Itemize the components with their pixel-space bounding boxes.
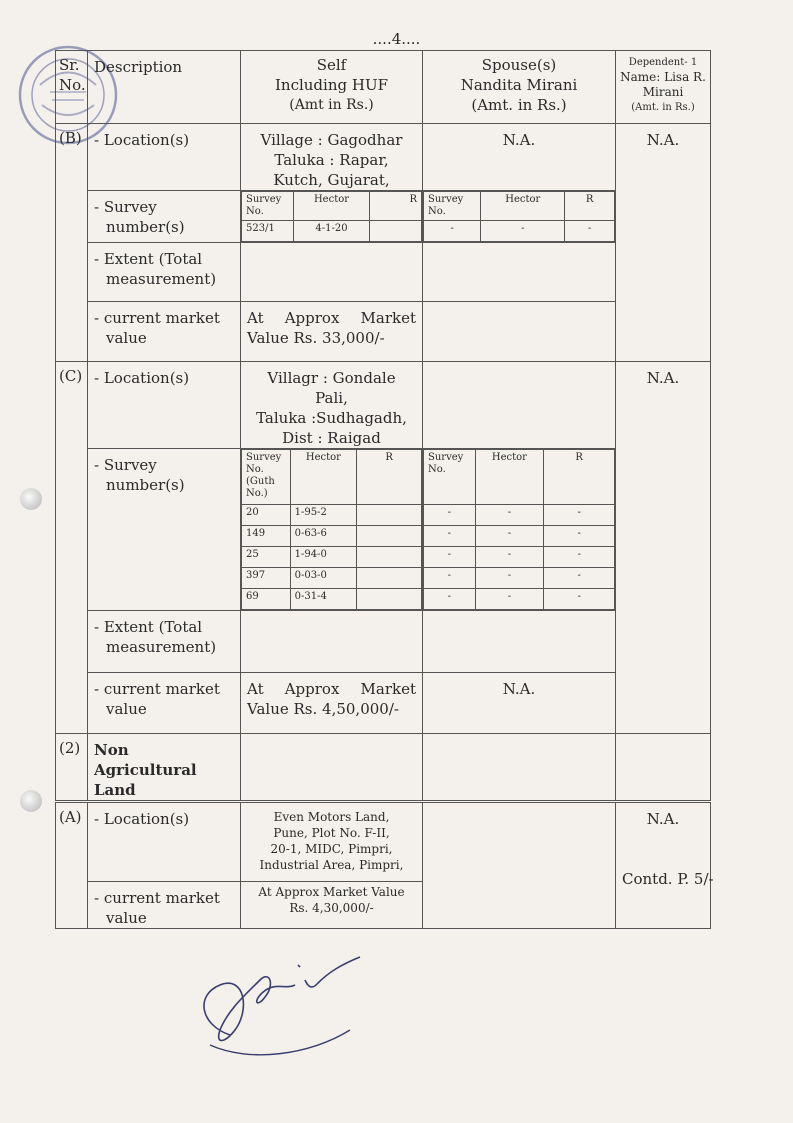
c-hector-value: 0-63-6 (290, 526, 357, 547)
b-hector-value: 4-1-20 (294, 221, 370, 242)
c-survey-value: 25 (242, 547, 291, 568)
c-r-value (357, 526, 422, 547)
header-spouse: Spouse(s) Nandita Mirani (Amt. in Rs.) (423, 51, 616, 124)
c-r-value (357, 589, 422, 610)
dash: - (544, 505, 615, 526)
section-2-title: Non Agricultural Land (88, 734, 241, 802)
header-dependent: Dependent- 1 Name: Lisa R. Mirani (Amt. in Rs.) (616, 51, 711, 124)
header-description: Description (88, 51, 241, 124)
c-spouse-survey (423, 449, 616, 611)
c-r-value (357, 505, 422, 526)
c-survey-value: 69 (242, 589, 291, 610)
dash: - (424, 505, 476, 526)
c-survey-value: 20 (242, 505, 291, 526)
c-dependent: N.A. (616, 362, 711, 734)
b-spouse-sub-r-header: R (565, 192, 615, 221)
signature (190, 935, 380, 1065)
c-sub-hector-header: Hector (290, 450, 357, 505)
a-self-location: Even Motors Land, Pune, Plot No. F-II, 20-1, MIDC, Pimpri, Industrial Area, Pimpri, (241, 802, 423, 882)
c-hector-value: 1-94-0 (290, 547, 357, 568)
c-spouse-location (423, 362, 616, 449)
page-number: ....4.... (372, 30, 421, 48)
c-spouse-sub-r-header: R (544, 450, 615, 505)
c-r-value (357, 547, 422, 568)
continued-note: Contd. P. 5/- (622, 870, 714, 888)
c-sub-r-header: R (357, 450, 422, 505)
label-extent: - Extent (Total measurement) (88, 611, 241, 673)
c-hector-value: 0-03-0 (290, 568, 357, 589)
c-self-extent (241, 611, 423, 673)
dash: - (424, 547, 476, 568)
c-spouse-value: N.A. (423, 673, 616, 734)
header-sr: Sr. No. (56, 51, 88, 124)
dash: - (424, 221, 481, 242)
c-hector-value: 1-95-2 (290, 505, 357, 526)
section-b-extent-row (56, 243, 711, 302)
section-b-value-row (56, 302, 711, 362)
c-hector-value: 0-31-4 (290, 589, 357, 610)
c-r-value (357, 568, 422, 589)
label-market-value: - current market value (88, 882, 241, 929)
header-row (56, 51, 711, 124)
label-location: - Location(s) (88, 124, 241, 191)
c-spouse-sub-hector-header: Hector (475, 450, 544, 505)
section-c-survey-row (56, 449, 711, 611)
dash: - (544, 589, 615, 610)
c-self-value: At Approx Market Value Rs. 4,50,000/- (241, 673, 423, 734)
empty-cell (616, 734, 711, 802)
label-location: - Location(s) (88, 802, 241, 882)
section-c-value-row (56, 673, 711, 734)
section-b-survey-row (56, 191, 711, 243)
b-spouse-extent (423, 243, 616, 302)
sr-2: (2) (56, 734, 88, 802)
b-r-value (369, 221, 421, 242)
label-survey-numbers: - Survey number(s) (88, 191, 241, 243)
b-spouse-value (423, 302, 616, 362)
assets-table (55, 50, 711, 929)
b-survey-value: 523/1 (242, 221, 294, 242)
b-spouse-sub-hector-header: Hector (481, 192, 565, 221)
b-dependent: N.A. (616, 124, 711, 362)
c-self-survey (241, 449, 423, 611)
dash: - (475, 505, 544, 526)
sr-b: (B) (56, 124, 88, 362)
c-sub-survey-header: Survey No. (Guth No.) (242, 450, 291, 505)
dash: - (544, 526, 615, 547)
c-spouse-extent (423, 611, 616, 673)
b-self-extent (241, 243, 423, 302)
section-a-location-row (56, 802, 711, 882)
dash: - (424, 526, 476, 547)
section-c-extent-row (56, 611, 711, 673)
header-self: Self Including HUF (Amt in Rs.) (241, 51, 423, 124)
dash: - (475, 568, 544, 589)
empty-cell (241, 734, 423, 802)
dash: - (544, 547, 615, 568)
sr-a: (A) (56, 802, 88, 929)
punch-hole (20, 488, 42, 510)
dash: - (424, 568, 476, 589)
b-sub-hector-header: Hector (294, 192, 370, 221)
dash: - (565, 221, 615, 242)
section-b-location-row (56, 124, 711, 191)
b-spouse-sub-survey-header: Survey No. (424, 192, 481, 221)
c-spouse-sub-survey-header: Survey No. (424, 450, 476, 505)
a-dependent: N.A. (616, 802, 711, 929)
a-spouse (423, 802, 616, 929)
section-c-location-row (56, 362, 711, 449)
dash: - (481, 221, 565, 242)
punch-hole (20, 790, 42, 812)
label-extent: - Extent (Total measurement) (88, 243, 241, 302)
b-sub-r-header: R (369, 192, 421, 221)
section-2-row (56, 734, 711, 802)
dash: - (544, 568, 615, 589)
a-self-value: At Approx Market Value Rs. 4,30,000/- (241, 882, 423, 929)
b-spouse-location: N.A. (423, 124, 616, 191)
b-self-value: At Approx Market Value Rs. 33,000/- (241, 302, 423, 362)
dash: - (424, 589, 476, 610)
label-market-value: - current market value (88, 302, 241, 362)
dash: - (475, 589, 544, 610)
dash: - (475, 547, 544, 568)
b-sub-survey-header: Survey No. (242, 192, 294, 221)
label-market-value: - current market value (88, 673, 241, 734)
dash: - (475, 526, 544, 547)
b-spouse-survey (423, 191, 616, 243)
empty-cell (423, 734, 616, 802)
sr-c: (C) (56, 362, 88, 734)
c-self-location: Villagr : Gondale Pali, Taluka :Sudhagadh, Dist : Raigad (241, 362, 423, 449)
c-survey-value: 149 (242, 526, 291, 547)
b-self-survey (241, 191, 423, 243)
label-location: - Location(s) (88, 362, 241, 449)
c-survey-value: 397 (242, 568, 291, 589)
b-self-location: Village : Gagodhar Taluka : Rapar, Kutch, Gujarat, (241, 124, 423, 191)
label-survey-numbers: - Survey number(s) (88, 449, 241, 611)
